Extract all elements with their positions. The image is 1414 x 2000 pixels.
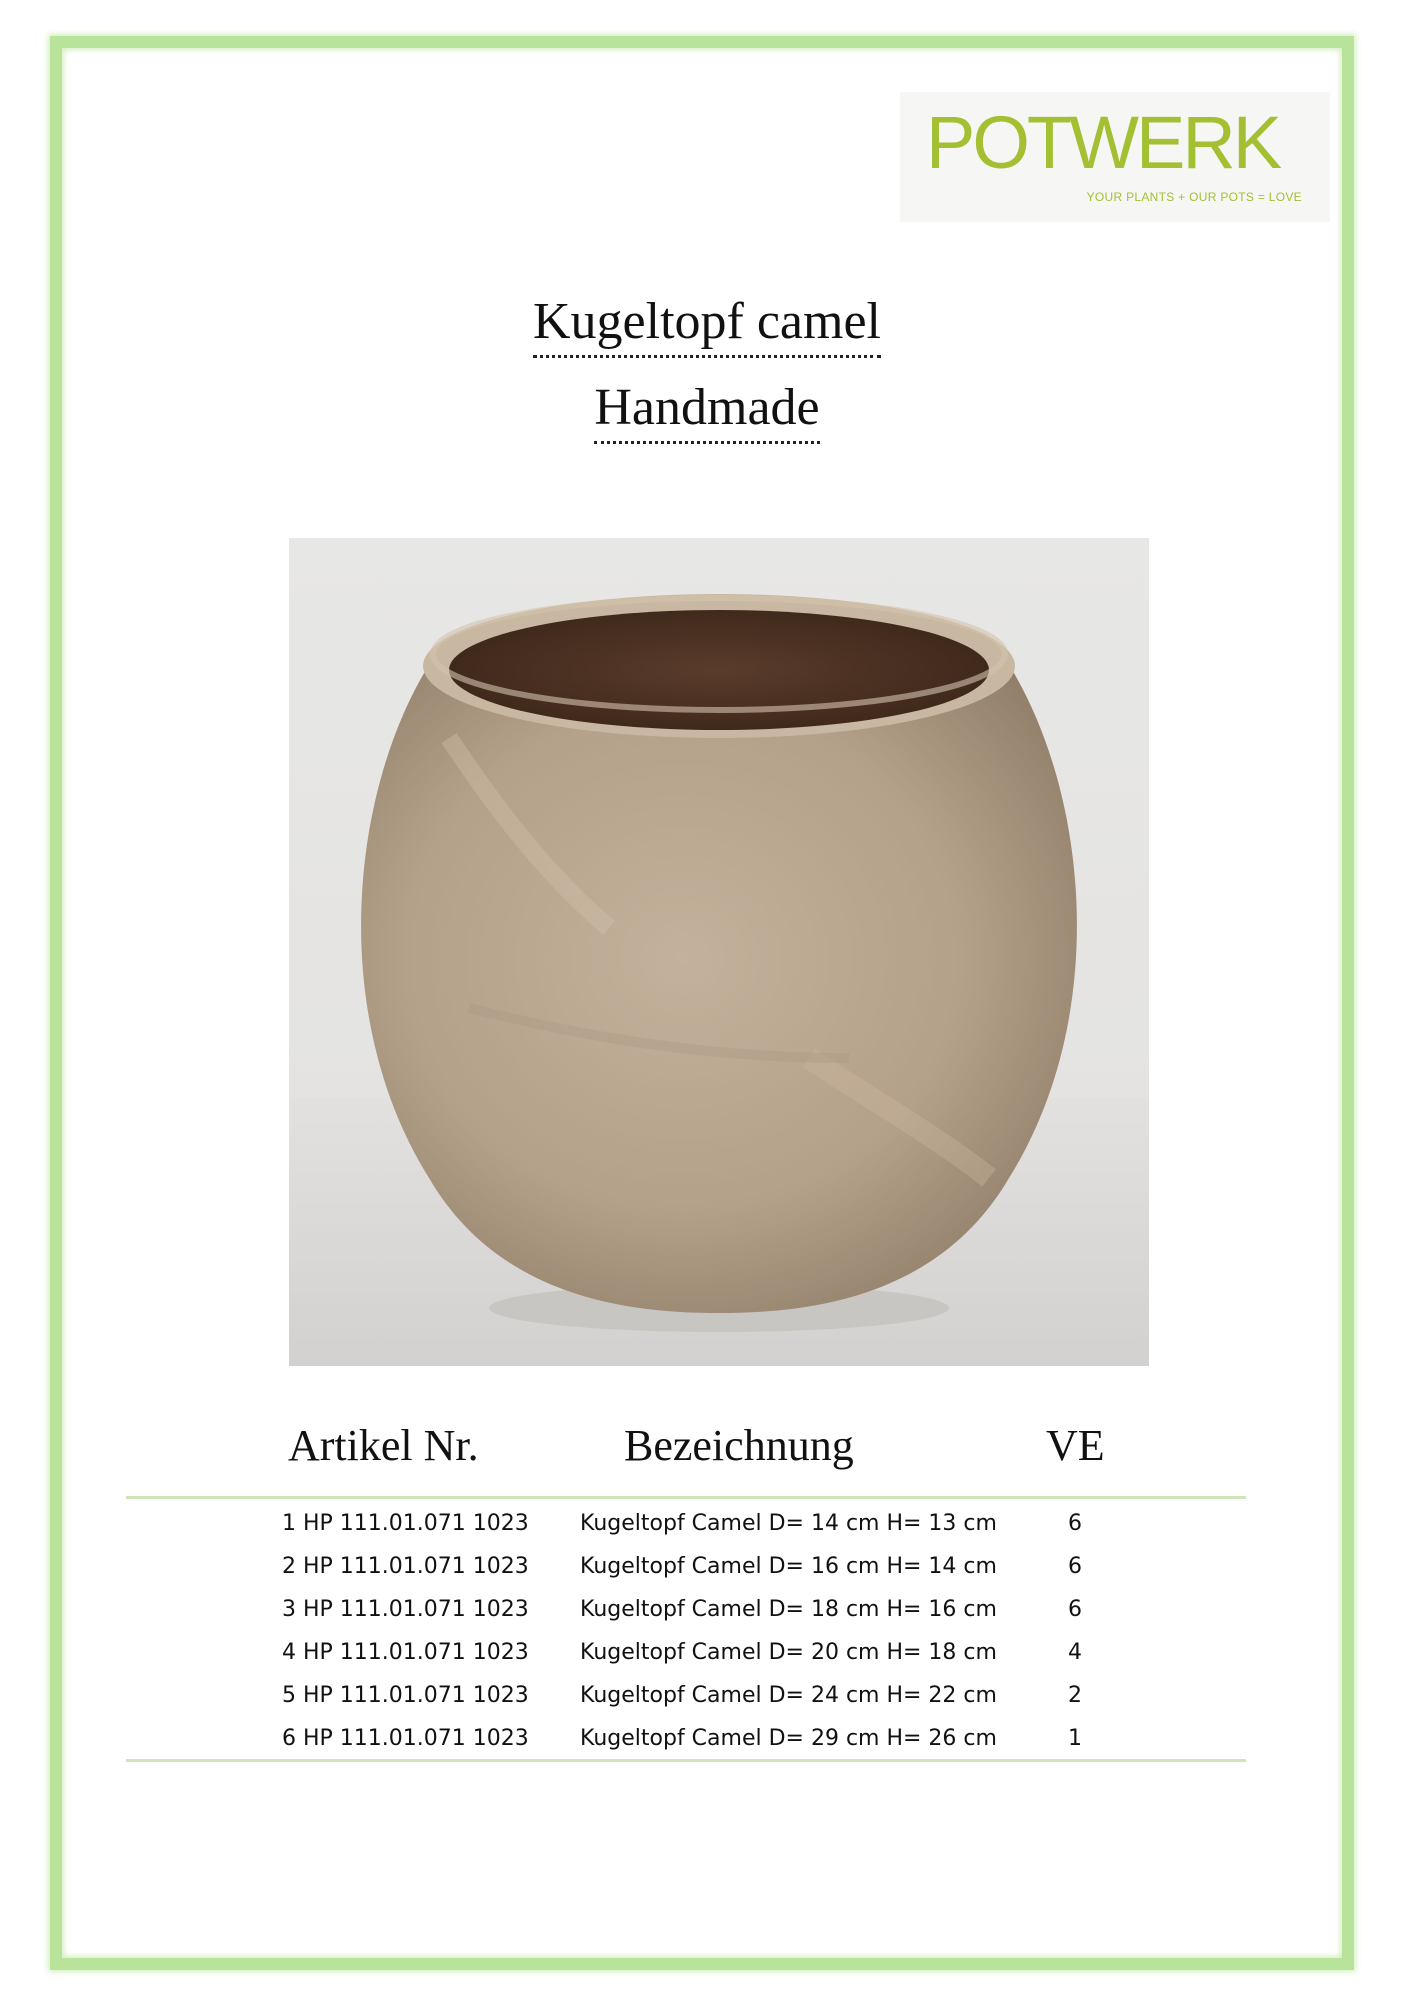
cell-artikel: 4 HP 111.01.071 1023 — [282, 1640, 529, 1665]
cell-bezeichnung: Kugeltopf Camel D= 14 cm H= 13 cm — [580, 1511, 997, 1536]
cell-bezeichnung: Kugeltopf Camel D= 24 cm H= 22 cm — [580, 1683, 997, 1708]
cell-ve: 6 — [1068, 1597, 1082, 1622]
table-row — [0, 1597, 1414, 1637]
logo-wordmark: POTWERK — [926, 101, 1280, 184]
pot-image — [289, 538, 1149, 1366]
cell-bezeichnung: Kugeltopf Camel D= 18 cm H= 16 cm — [580, 1597, 997, 1622]
table-top-rule — [126, 1496, 1246, 1499]
cell-bezeichnung: Kugeltopf Camel D= 16 cm H= 14 cm — [580, 1554, 997, 1579]
product-subtitle — [0, 378, 1414, 444]
cell-ve: 6 — [1068, 1511, 1082, 1536]
table-bottom-rule — [126, 1759, 1246, 1762]
cell-artikel: 2 HP 111.01.071 1023 — [282, 1554, 529, 1579]
cell-artikel: 6 HP 111.01.071 1023 — [282, 1726, 529, 1751]
cell-ve: 6 — [1068, 1554, 1082, 1579]
table-row — [0, 1554, 1414, 1594]
logo-tagline: YOUR PLANTS + OUR POTS = LOVE — [1086, 190, 1302, 204]
cell-bezeichnung: Kugeltopf Camel D= 29 cm H= 26 cm — [580, 1726, 997, 1751]
potwerk-logo — [900, 92, 1330, 222]
cell-ve: 4 — [1068, 1640, 1082, 1665]
table-row — [0, 1640, 1414, 1680]
product-title-text: Kugeltopf camel — [533, 293, 881, 358]
cell-ve: 1 — [1068, 1726, 1082, 1751]
cell-artikel: 5 HP 111.01.071 1023 — [282, 1683, 529, 1708]
cell-artikel: 3 HP 111.01.071 1023 — [282, 1597, 529, 1622]
column-header-artikel: Artikel Nr. — [288, 1421, 479, 1470]
product-title — [0, 292, 1414, 358]
table-row — [0, 1683, 1414, 1723]
cell-ve: 2 — [1068, 1683, 1082, 1708]
product-subtitle-text: Handmade — [594, 379, 819, 444]
cell-bezeichnung: Kugeltopf Camel D= 20 cm H= 18 cm — [580, 1640, 997, 1665]
cell-artikel: 1 HP 111.01.071 1023 — [282, 1511, 529, 1536]
column-header-bezeichnung: Bezeichnung — [624, 1421, 854, 1470]
product-photo — [289, 538, 1149, 1366]
column-header-ve: VE — [1046, 1421, 1105, 1470]
table-row — [0, 1511, 1414, 1551]
